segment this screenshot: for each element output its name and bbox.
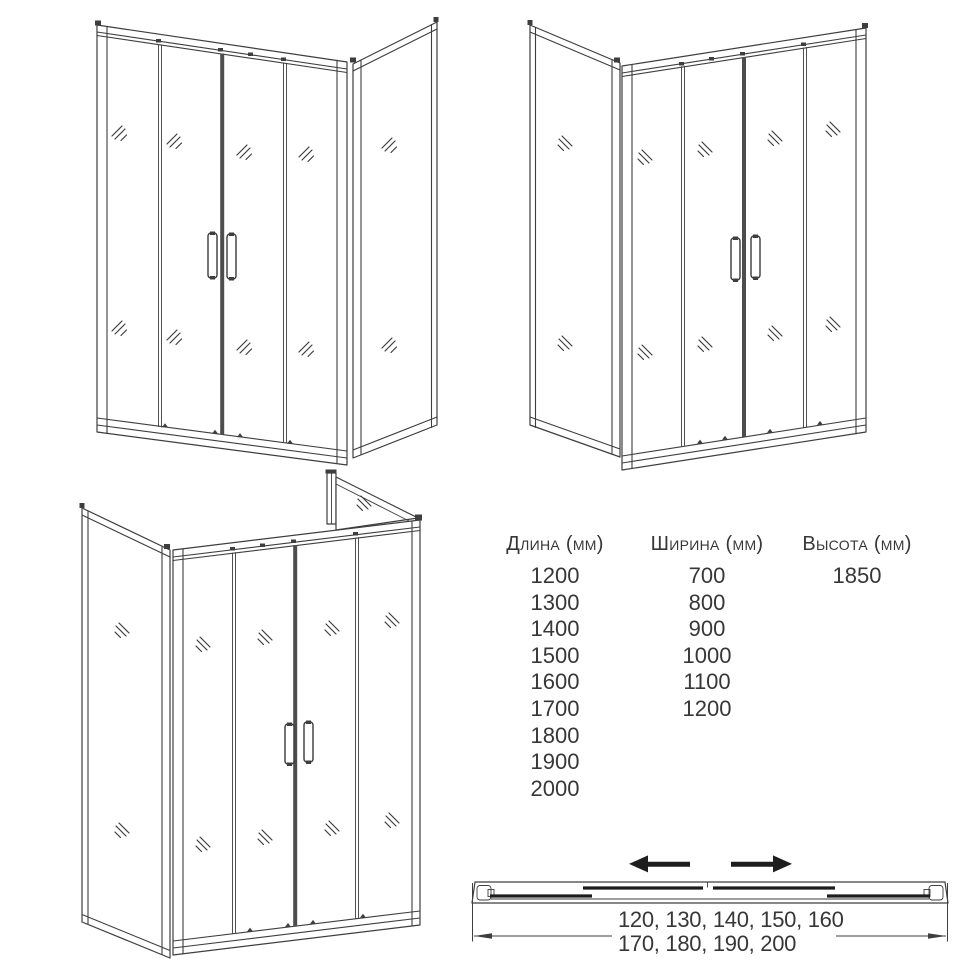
dimension-value: 1200 bbox=[530, 563, 580, 588]
dimension-value: 900 bbox=[688, 616, 726, 642]
dimension-value: 1000 bbox=[682, 642, 732, 668]
dimension-value: 2000 bbox=[530, 775, 580, 801]
width-header: Ширина (мм) bbox=[650, 533, 764, 555]
slide-left-arrow-icon bbox=[629, 855, 690, 872]
slide-right-arrow-icon bbox=[731, 855, 792, 872]
front-sliding-doors bbox=[95, 21, 347, 466]
length-header: Длина (мм) bbox=[506, 533, 604, 555]
door-handle bbox=[731, 237, 740, 283]
height-column bbox=[782, 531, 932, 590]
side-glass-panel bbox=[528, 20, 621, 457]
door-handle bbox=[751, 235, 760, 281]
height-header: Высота (мм) bbox=[802, 533, 912, 555]
dimension-value: 1800 bbox=[530, 722, 580, 748]
height-values bbox=[782, 563, 932, 590]
front-sliding-doors bbox=[173, 515, 422, 956]
width-values bbox=[632, 563, 782, 723]
track-profile bbox=[472, 882, 948, 903]
length-values bbox=[480, 563, 630, 802]
dimension-value: 1100 bbox=[683, 669, 731, 695]
side-glass-panel bbox=[350, 17, 439, 458]
dimension-value: 1400 bbox=[530, 616, 580, 642]
length-column bbox=[480, 531, 630, 802]
slide-size-line-1: 120, 130, 140, 150, 160 bbox=[618, 907, 844, 932]
shower-enclosure-perspective-view bbox=[80, 470, 423, 959]
door-handle bbox=[285, 723, 294, 767]
dimension-value: 1200 bbox=[682, 695, 732, 721]
shower-enclosure-front-left-view bbox=[528, 20, 869, 470]
side-glass-panel bbox=[80, 503, 171, 958]
shower-enclosure-front-right-view bbox=[95, 17, 439, 465]
door-handle bbox=[208, 232, 217, 280]
front-sliding-doors bbox=[622, 23, 868, 470]
dimension-value: 1700 bbox=[530, 695, 580, 721]
rear-glass-panel bbox=[326, 470, 419, 531]
dimension-value: 700 bbox=[688, 563, 726, 588]
width-column bbox=[632, 531, 782, 723]
slide-size-line-2: 170, 180, 190, 200 bbox=[618, 930, 797, 956]
dimension-value: 1600 bbox=[530, 669, 580, 695]
door-handle bbox=[227, 233, 236, 281]
slide-size-labels bbox=[618, 908, 938, 955]
dimension-value: 800 bbox=[688, 589, 726, 615]
dimension-value: 1850 bbox=[832, 563, 882, 588]
dimension-value: 1300 bbox=[530, 589, 580, 615]
dimension-value: 1500 bbox=[530, 642, 580, 668]
door-handle bbox=[304, 721, 313, 765]
dimension-value: 1900 bbox=[530, 749, 580, 775]
